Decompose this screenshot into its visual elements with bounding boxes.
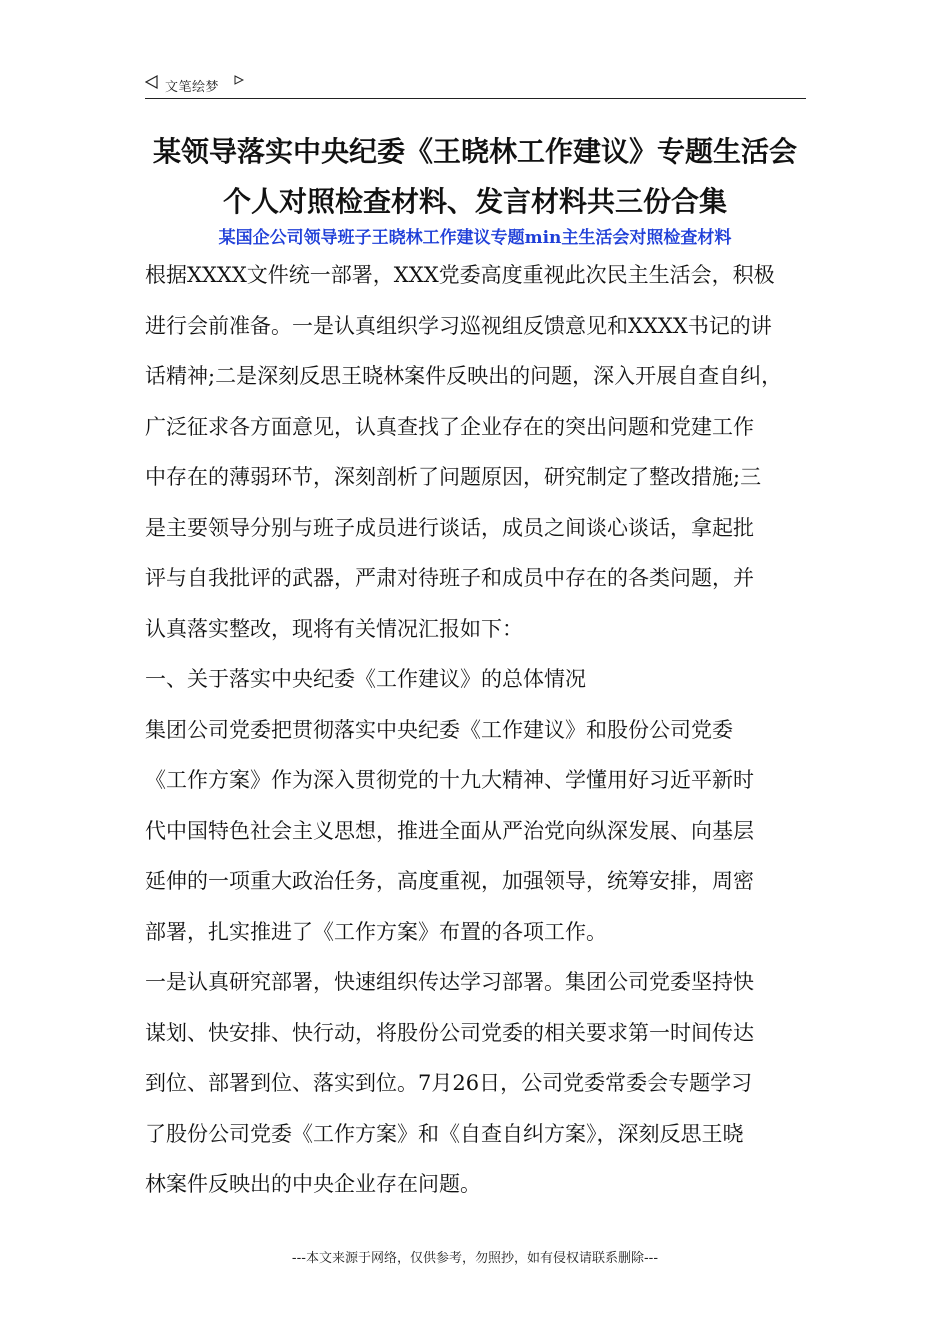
text-line: 延伸的一项重大政治任务，高度重视，加强领导，统筹安排，周密 [145, 869, 754, 893]
text-line: 广泛征求各方面意见，认真查找了企业存在的突出问题和党建工作 [145, 414, 754, 439]
text-line: 进行会前准备。一是认真组织学习巡视组反馈意见和XXXX书记的讲 [145, 313, 772, 338]
text-line: 《工作方案》作为深入贯彻党的十九大精神、学懂用好习近平新时 [145, 768, 754, 792]
text-line: 林案件反映出的中央企业存在问题。 [145, 1172, 481, 1196]
text-line: 部署，扎实推进了《工作方案》布置的各项工作。 [145, 919, 607, 944]
brand-name: 文笔绘梦 [165, 80, 220, 95]
text-line: 集团公司党委把贯彻落实中央纪委《工作建议》和股份公司党委 [145, 717, 733, 742]
text-line: 了股份公司党委《工作方案》和《自查自纠方案》，深刻反思王晓 [145, 1121, 744, 1146]
text-line: 中存在的薄弱环节，深刻剖析了问题原因，研究制定了整改措施;三 [145, 465, 762, 489]
text-line: 认真落实整改，现将有关情况汇报如下： [145, 616, 523, 641]
document-title-line-2: 个人对照检查材料、发言材料共三份合集 [222, 185, 727, 218]
document-body [145, 250, 810, 1210]
heading-text: 一、关于落实中央纪委《工作建议》的总体情况 [145, 667, 586, 691]
paragraph-intro [145, 250, 810, 654]
text-line: 话精神;二是深刻反思王晓林案件反映出的问题，深入开展自查自纠， [145, 364, 783, 388]
text-line: 一是认真研究部署，快速组织传达学习部署。集团公司党委坚持快 [145, 970, 754, 994]
document-subtitle: 某国企公司领导班子王晓林工作建议专题min主生活会对照检查材料 [218, 228, 732, 248]
text-line: 到位、部署到位、落实到位。7月26日，公司党委常委会专题学习 [145, 1071, 753, 1095]
text-line: 代中国特色社会主义思想，推进全面从严治党向纵深发展、向基层 [145, 818, 754, 843]
left-triangle-icon [145, 75, 158, 89]
section-heading [145, 654, 810, 705]
text-line: 是主要领导分别与班子成员进行谈话，成员之间谈心谈话，拿起批 [145, 515, 754, 540]
text-line: 谋划、快安排、快行动，将股份公司党委的相关要求第一时间传达 [145, 1020, 754, 1045]
document-title-line-1: 某领导落实中央纪委《王晓林工作建议》专题生活会 [152, 135, 797, 168]
text-line: 根据XXXX文件统一部署，XXX党委高度重视此次民主生活会，积极 [145, 263, 775, 287]
text-line: 评与自我批评的武器，严肃对待班子和成员中存在的各类问题，并 [145, 566, 754, 590]
page-footer-disclaimer: ---本文来源于网络，仅供参考，勿照抄，如有侵权请联系删除--- [291, 1251, 659, 1266]
page-header [145, 72, 806, 99]
paragraph-point-one [145, 957, 810, 1210]
paragraph-overview [145, 705, 810, 958]
right-triangle-icon [234, 75, 244, 85]
